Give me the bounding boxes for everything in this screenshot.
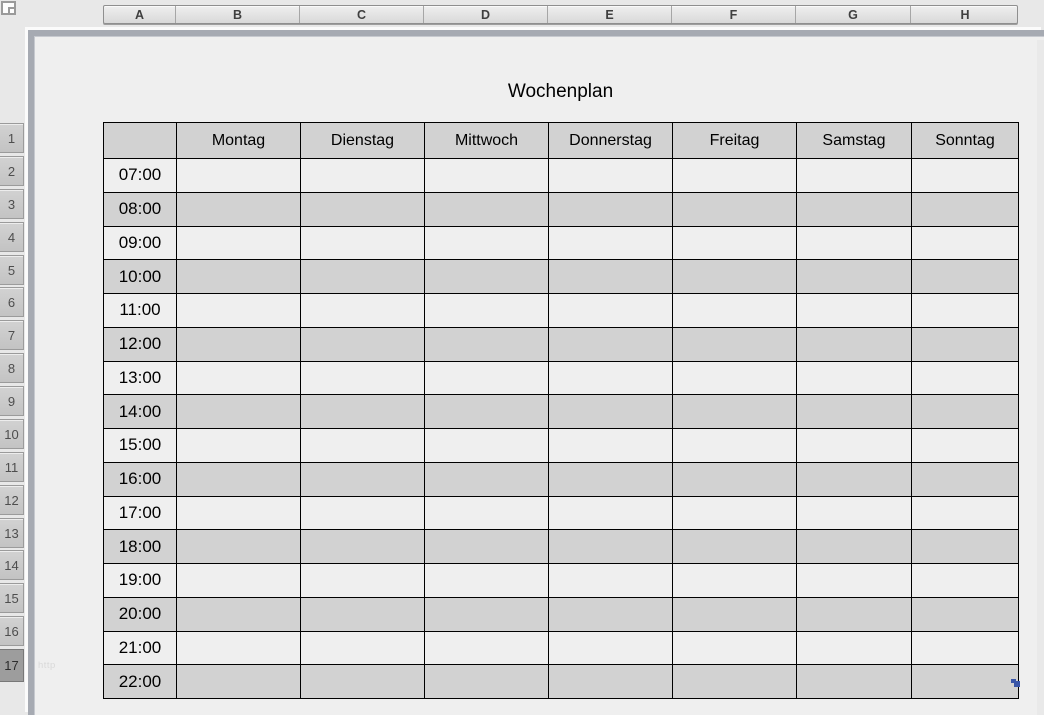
planner-cell[interactable] <box>912 530 1019 564</box>
planner-cell[interactable] <box>425 462 549 496</box>
planner-cell[interactable] <box>549 564 673 598</box>
planner-cell[interactable] <box>425 294 549 328</box>
planner-cell[interactable] <box>797 260 912 294</box>
planner-cell[interactable] <box>797 192 912 226</box>
planner-cell[interactable] <box>177 462 301 496</box>
row-header-1[interactable]: 1 <box>0 123 24 153</box>
planner-row <box>104 226 1019 260</box>
planner-cell[interactable] <box>912 192 1019 226</box>
day-header-cell[interactable]: Montag <box>177 123 301 159</box>
planner-cell[interactable] <box>301 530 425 564</box>
planner-cell[interactable] <box>673 564 797 598</box>
row-header-16[interactable]: 16 <box>0 616 24 646</box>
planner-cell[interactable] <box>177 260 301 294</box>
planner-cell[interactable] <box>912 597 1019 631</box>
planner-row <box>104 564 1019 598</box>
planner-cell[interactable] <box>673 665 797 699</box>
row-header-11[interactable]: 11 <box>0 452 24 482</box>
planner-row <box>104 294 1019 328</box>
planner-row <box>104 665 1019 699</box>
planner-cell[interactable] <box>797 226 912 260</box>
time-cell[interactable]: 08:00 <box>104 192 177 226</box>
planner-cell[interactable] <box>177 361 301 395</box>
planner-row <box>104 631 1019 665</box>
row-header-7[interactable]: 7 <box>0 320 24 350</box>
planner-cell[interactable] <box>797 631 912 665</box>
planner-cell[interactable] <box>797 361 912 395</box>
planner-cell[interactable] <box>673 294 797 328</box>
planner-cell[interactable] <box>912 631 1019 665</box>
planner-cell[interactable] <box>177 159 301 193</box>
planner-cell[interactable] <box>177 429 301 463</box>
time-cell[interactable]: 12:00 <box>104 327 177 361</box>
planner-row <box>104 597 1019 631</box>
planner-cell[interactable] <box>797 597 912 631</box>
planner-cell[interactable] <box>673 530 797 564</box>
time-cell[interactable]: 20:00 <box>104 597 177 631</box>
row-header-14[interactable]: 14 <box>0 550 24 580</box>
time-cell[interactable]: 15:00 <box>104 429 177 463</box>
planner-cell[interactable] <box>549 327 673 361</box>
planner-cell[interactable] <box>177 496 301 530</box>
faint-http-text: http <box>38 660 56 671</box>
row-header-3[interactable]: 3 <box>0 189 24 219</box>
column-header-F[interactable]: F <box>672 6 796 23</box>
planner-row <box>104 192 1019 226</box>
day-header-cell[interactable]: Dienstag <box>301 123 425 159</box>
time-cell[interactable]: 16:00 <box>104 462 177 496</box>
planner-cell[interactable] <box>177 395 301 429</box>
column-header-bar <box>103 5 1018 24</box>
planner-cell[interactable] <box>549 395 673 429</box>
planner-cell[interactable] <box>301 361 425 395</box>
planner-cell[interactable] <box>177 631 301 665</box>
planner-cell[interactable] <box>301 327 425 361</box>
column-header-C[interactable]: C <box>300 6 424 23</box>
planner-cell[interactable] <box>425 395 549 429</box>
planner-cell[interactable] <box>301 226 425 260</box>
planner-cell[interactable] <box>797 429 912 463</box>
column-header-B[interactable]: B <box>176 6 300 23</box>
planner-cell[interactable] <box>301 192 425 226</box>
planner-cell[interactable] <box>673 631 797 665</box>
time-cell[interactable]: 22:00 <box>104 665 177 699</box>
planner-row <box>104 260 1019 294</box>
planner-cell[interactable] <box>425 564 549 598</box>
planner-cell[interactable] <box>912 429 1019 463</box>
column-header-E[interactable]: E <box>548 6 672 23</box>
column-header-H[interactable]: H <box>960 7 970 22</box>
row-header-5[interactable]: 5 <box>0 255 24 285</box>
planner-cell[interactable] <box>673 462 797 496</box>
planner-cell[interactable] <box>549 260 673 294</box>
planner-cell[interactable] <box>177 294 301 328</box>
planner-cell[interactable] <box>912 462 1019 496</box>
planner-cell[interactable] <box>912 564 1019 598</box>
planner-cell[interactable] <box>549 226 673 260</box>
column-header-G[interactable]: G <box>796 6 911 23</box>
time-cell[interactable]: 19:00 <box>104 564 177 598</box>
row-header-9[interactable]: 9 <box>0 386 24 416</box>
planner-cell[interactable] <box>673 395 797 429</box>
planner-cell[interactable] <box>301 159 425 193</box>
planner-cell[interactable] <box>425 159 549 193</box>
planner-cell[interactable] <box>549 597 673 631</box>
planner-title: Wochenplan <box>507 81 614 102</box>
planner-cell[interactable] <box>301 462 425 496</box>
row-header-8[interactable]: 8 <box>0 353 24 383</box>
planner-cell[interactable] <box>301 395 425 429</box>
planner-cell[interactable] <box>301 631 425 665</box>
planner-cell[interactable] <box>425 327 549 361</box>
planner-cell[interactable] <box>177 564 301 598</box>
planner-cell[interactable] <box>549 530 673 564</box>
planner-row <box>104 429 1019 463</box>
planner-cell[interactable] <box>549 462 673 496</box>
planner-cell[interactable] <box>425 665 549 699</box>
planner-cell[interactable] <box>673 361 797 395</box>
planner-cell[interactable] <box>912 327 1019 361</box>
planner-cell[interactable] <box>301 429 425 463</box>
select-all-corner-icon[interactable] <box>1 1 16 15</box>
planner-cell[interactable] <box>912 496 1019 530</box>
time-cell[interactable]: 21:00 <box>104 631 177 665</box>
planner-cell[interactable] <box>673 192 797 226</box>
planner-cell[interactable] <box>301 260 425 294</box>
planner-corner-cell[interactable] <box>104 123 177 159</box>
column-header-A[interactable]: A <box>104 6 176 23</box>
planner-cell[interactable] <box>912 226 1019 260</box>
planner-cell[interactable] <box>425 192 549 226</box>
planner-cell[interactable] <box>549 496 673 530</box>
planner-cell[interactable] <box>673 260 797 294</box>
planner-cell[interactable] <box>425 361 549 395</box>
planner-cell[interactable] <box>549 429 673 463</box>
time-cell[interactable]: 07:00 <box>104 159 177 193</box>
planner-cell[interactable] <box>673 496 797 530</box>
planner-cell[interactable] <box>673 429 797 463</box>
planner-cell[interactable] <box>425 429 549 463</box>
planner-cell[interactable] <box>177 226 301 260</box>
page-right-edge <box>1037 40 1044 715</box>
planner-cell[interactable] <box>177 665 301 699</box>
planner-cell[interactable] <box>912 294 1019 328</box>
time-cell[interactable]: 14:00 <box>104 395 177 429</box>
planner-cell[interactable] <box>301 294 425 328</box>
planner-cell[interactable] <box>549 665 673 699</box>
day-header-cell[interactable]: Samstag <box>797 123 912 159</box>
row-header-15[interactable]: 15 <box>0 583 24 613</box>
row-header-13[interactable]: 13 <box>0 518 24 548</box>
planner-cell[interactable] <box>301 496 425 530</box>
planner-cell[interactable] <box>425 530 549 564</box>
planner-cell[interactable] <box>912 395 1019 429</box>
time-cell[interactable]: 09:00 <box>104 226 177 260</box>
time-cell[interactable]: 17:00 <box>104 496 177 530</box>
planner-cell[interactable] <box>673 159 797 193</box>
planner-cell[interactable] <box>549 631 673 665</box>
planner-cell[interactable] <box>177 597 301 631</box>
day-header-cell[interactable]: Donnerstag <box>549 123 673 159</box>
planner-cell[interactable] <box>797 564 912 598</box>
planner-cell[interactable] <box>673 327 797 361</box>
planner-cell[interactable] <box>425 597 549 631</box>
time-cell[interactable]: 13:00 <box>104 361 177 395</box>
planner-cell[interactable] <box>673 597 797 631</box>
planner-cell[interactable] <box>912 159 1019 193</box>
planner-row <box>104 462 1019 496</box>
planner-cell[interactable] <box>425 496 549 530</box>
planner-cell[interactable] <box>425 226 549 260</box>
planner-cell[interactable] <box>177 327 301 361</box>
planner-cell[interactable] <box>425 631 549 665</box>
planner-cell[interactable] <box>797 665 912 699</box>
planner-cell[interactable] <box>673 226 797 260</box>
planner-cell[interactable] <box>549 192 673 226</box>
planner-cell[interactable] <box>797 159 912 193</box>
planner-row <box>104 327 1019 361</box>
planner-table <box>103 122 1019 699</box>
planner-cell[interactable] <box>549 159 673 193</box>
planner-cell[interactable] <box>549 294 673 328</box>
planner-cell[interactable] <box>177 530 301 564</box>
time-cell[interactable]: 10:00 <box>104 260 177 294</box>
planner-cell[interactable] <box>177 192 301 226</box>
time-cell[interactable]: 11:00 <box>104 294 177 328</box>
planner-cell[interactable] <box>797 462 912 496</box>
row-header-10[interactable]: 10 <box>0 419 24 449</box>
planner-row <box>104 395 1019 429</box>
planner-cell[interactable] <box>797 496 912 530</box>
row-header-6[interactable]: 6 <box>0 287 24 317</box>
planner-cell[interactable] <box>797 294 912 328</box>
planner-row <box>104 159 1019 193</box>
planner-cell[interactable] <box>797 327 912 361</box>
table-resize-handle[interactable] <box>1011 679 1020 687</box>
row-header-4[interactable]: 4 <box>0 222 24 252</box>
planner-cell[interactable] <box>301 564 425 598</box>
planner-cell[interactable] <box>912 361 1019 395</box>
planner-row <box>104 361 1019 395</box>
column-header-D[interactable]: D <box>424 6 548 23</box>
planner-cell[interactable] <box>797 530 912 564</box>
row-header-17[interactable]: 17 <box>0 649 24 682</box>
planner-row <box>104 496 1019 530</box>
day-header-cell[interactable]: Sonntag <box>912 123 1019 159</box>
planner-cell[interactable] <box>301 665 425 699</box>
planner-cell[interactable] <box>912 665 1019 699</box>
planner-cell[interactable] <box>301 597 425 631</box>
day-header-cell[interactable]: Freitag <box>673 123 797 159</box>
planner-cell[interactable] <box>797 395 912 429</box>
planner-cell[interactable] <box>912 260 1019 294</box>
row-header-12[interactable]: 12 <box>0 485 24 515</box>
planner-cell[interactable] <box>549 361 673 395</box>
row-header-2[interactable]: 2 <box>0 156 24 186</box>
day-header-cell[interactable]: Mittwoch <box>425 123 549 159</box>
time-cell[interactable]: 18:00 <box>104 530 177 564</box>
planner-cell[interactable] <box>425 260 549 294</box>
planner-row <box>104 530 1019 564</box>
